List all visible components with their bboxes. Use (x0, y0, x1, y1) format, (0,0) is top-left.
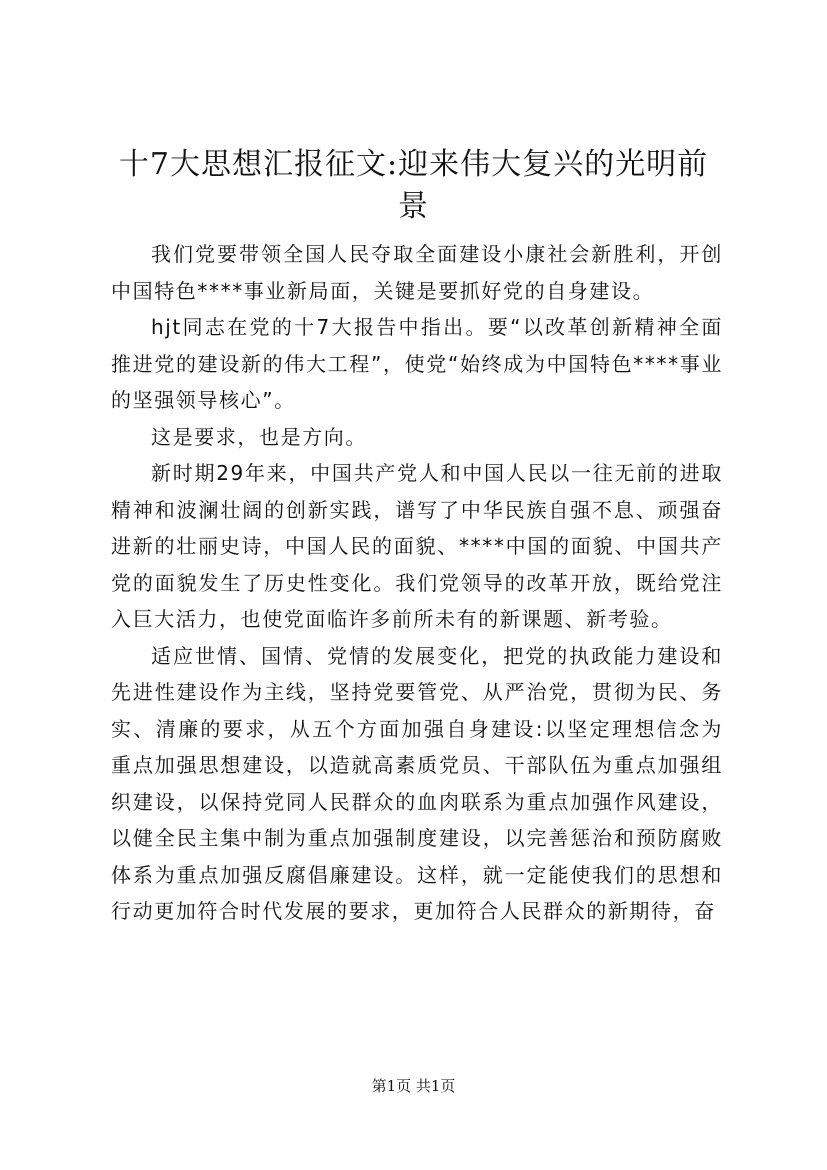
title-line-2: 景 (398, 189, 429, 224)
paragraph: 这是要求，也是方向。 (151, 424, 367, 449)
title-line-1: 十7大思想汇报征文:迎来伟大复兴的光明前 (118, 147, 709, 182)
page-number: 第1页 共1页 (371, 1077, 456, 1095)
paragraph: hjt同志在党的十7大报告中指出。要“以改革创新精神全面推进党的建设新的伟大工程”，使党“始终成为中国特色****事业的坚强领导核心”。 (111, 315, 723, 412)
paragraph: 新时期29年来，中国共产党人和中国人民以一往无前的进取精神和波澜壮阔的创新实践，谱写了中华民族自强不息、顽强奋进新的壮丽史诗，中国人民的面貌、****中国的面貌、中国共产党的面貌发生了历史性变化。我们党领导的改革开放，既给党注入巨大活力，也使党面临许多前所未有的新课题、新考验。 (111, 461, 723, 631)
paragraph: 适应世情、国情、党情的发展变化，把党的执政能力建设和先进性建设作为主线，坚持党要管党、从严治党，贯彻为民、务实、清廉的要求，从五个方面加强自身建设:以坚定理想信念为重点加强思想建设，以造就高素质党员、干部队伍为重点加强组织建设，以保持党同人民群众的血肉联系为重点加强作风建设，以健全民主集中制为重点加强制度建设，以完善惩治和预防腐败体系为重点加强反腐倡廉建设。这样，就一定能使我们的思想和行动更加符合时代发展的要求，更加符合人民群众的新期待，奋 (111, 643, 723, 923)
page-footer (0, 1076, 827, 1096)
document-body (111, 236, 723, 930)
document-title (100, 144, 727, 228)
paragraph: 我们党要带领全国人民夺取全面建设小康社会新胜利，开创中国特色****事业新局面，关键是要抓好党的自身建设。 (111, 242, 723, 303)
